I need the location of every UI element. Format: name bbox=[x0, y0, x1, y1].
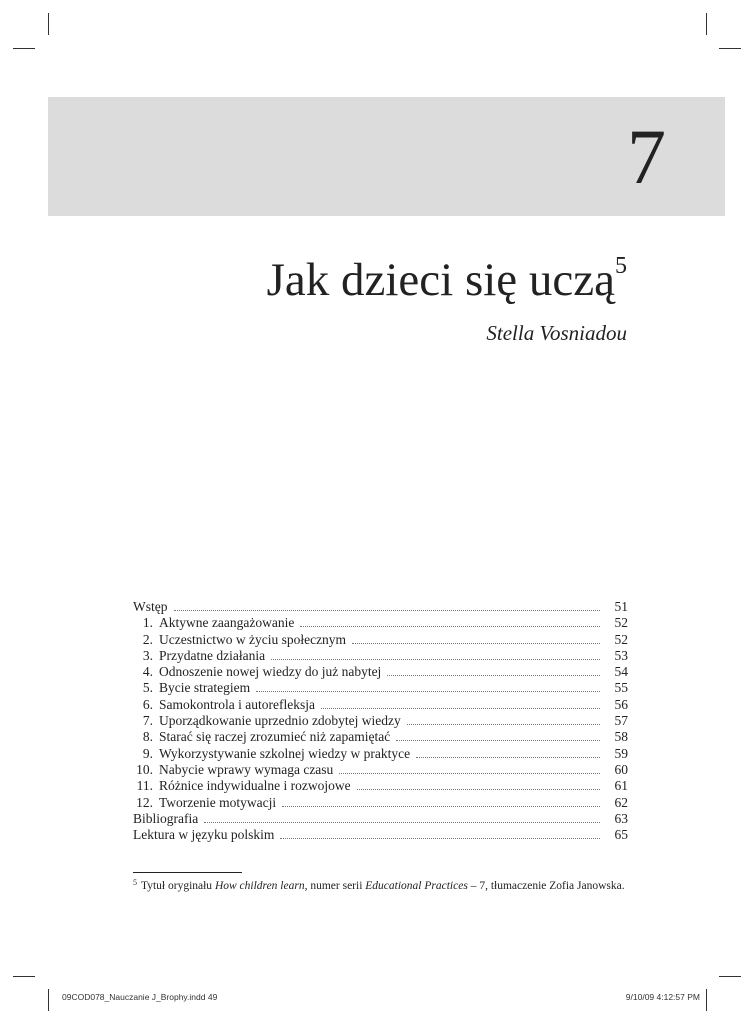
crop-mark bbox=[719, 48, 741, 49]
toc-item-number: 4. bbox=[142, 664, 153, 680]
crop-mark bbox=[706, 13, 707, 35]
toc-row bbox=[133, 762, 628, 778]
footnote-text-after: – 7, tłumaczenie Zofia Janowska. bbox=[467, 880, 625, 892]
crop-mark bbox=[48, 989, 49, 1011]
toc-row bbox=[133, 664, 628, 680]
footnote bbox=[133, 878, 628, 894]
toc-item-number: 8. bbox=[142, 729, 153, 745]
crop-mark bbox=[13, 48, 35, 49]
toc-item-page: 53 bbox=[614, 647, 628, 663]
toc-item-label: Bycie strategiem bbox=[159, 680, 251, 696]
toc-dot-leader bbox=[357, 779, 600, 790]
toc-row bbox=[133, 648, 628, 664]
toc-dot-leader bbox=[396, 730, 600, 741]
toc-item-page: 63 bbox=[614, 810, 628, 826]
toc-row bbox=[133, 729, 628, 745]
toc-row bbox=[133, 599, 628, 615]
footnote-rule bbox=[133, 872, 242, 873]
toc-item-number: 12. bbox=[136, 794, 153, 810]
toc-row bbox=[133, 795, 628, 811]
toc-dot-leader bbox=[339, 763, 600, 774]
toc-row bbox=[133, 778, 628, 794]
toc-row bbox=[133, 811, 628, 827]
toc-dot-leader bbox=[280, 828, 600, 839]
chapter-title bbox=[267, 250, 627, 310]
toc-item-page: 51 bbox=[614, 599, 628, 614]
toc-dot-leader bbox=[282, 796, 600, 807]
toc-row bbox=[133, 615, 628, 631]
toc-item-page: 61 bbox=[614, 778, 628, 794]
toc-dot-leader bbox=[407, 714, 600, 725]
toc-row bbox=[133, 713, 628, 729]
toc-item-page: 58 bbox=[614, 729, 628, 745]
toc-item-label: Wstęp bbox=[133, 599, 168, 614]
footnote-text-middle: , numer serii bbox=[304, 880, 366, 892]
toc-item-page: 57 bbox=[614, 713, 628, 729]
toc-item-number: 7. bbox=[142, 713, 153, 729]
toc-item-label: Odnoszenie nowej wiedzy do już nabytej bbox=[159, 664, 382, 680]
toc-item-label: Różnice indywidualne i rozwojowe bbox=[159, 778, 351, 794]
chapter-title-footnote-marker: 5 bbox=[615, 253, 627, 279]
toc-row bbox=[133, 746, 628, 762]
footnote-original-title: How children learn bbox=[214, 880, 305, 892]
toc-row bbox=[133, 827, 628, 843]
toc-item-number: 3. bbox=[142, 647, 153, 663]
toc-item-page: 55 bbox=[614, 680, 628, 696]
toc-dot-leader bbox=[204, 812, 600, 823]
toc-item-number: 6. bbox=[142, 696, 153, 712]
print-slug-file: 09COD078_Nauczanie J_Brophy.indd 49 bbox=[62, 992, 218, 1002]
chapter-title-text: Jak dzieci się uczą bbox=[266, 254, 615, 306]
toc-dot-leader bbox=[387, 665, 600, 676]
toc-item-label: Tworzenie motywacji bbox=[159, 794, 277, 810]
toc-item-label: Bibliografia bbox=[133, 810, 199, 826]
toc-item-number: 1. bbox=[142, 615, 153, 631]
toc-dot-leader bbox=[174, 600, 601, 611]
chapter-number: 7 bbox=[627, 113, 666, 200]
toc-row bbox=[133, 632, 628, 648]
toc-dot-leader bbox=[416, 747, 600, 758]
toc-item-label: Samokontrola i autorefleksja bbox=[159, 696, 315, 712]
toc-item-label: Przydatne działania bbox=[159, 647, 266, 663]
toc-item-label: Wykorzystywanie szkolnej wiedzy w praktyce bbox=[159, 745, 411, 761]
crop-mark bbox=[13, 976, 35, 977]
toc-item-page: 59 bbox=[614, 745, 628, 761]
toc-dot-leader bbox=[271, 649, 600, 660]
chapter-number-band bbox=[48, 97, 725, 216]
toc-dot-leader bbox=[321, 698, 600, 709]
toc-item-page: 65 bbox=[614, 827, 628, 843]
toc-item-label: Aktywne zaangażowanie bbox=[159, 615, 295, 631]
toc-row bbox=[133, 697, 628, 713]
toc-item-label: Uczestnictwo w życiu społecznym bbox=[159, 631, 347, 647]
toc-item-label: Lektura w języku polskim bbox=[133, 827, 275, 843]
toc-item-page: 52 bbox=[614, 615, 628, 631]
footnote-marker: 5 bbox=[133, 878, 137, 887]
toc-dot-leader bbox=[300, 616, 600, 627]
crop-mark bbox=[719, 976, 741, 977]
toc-dot-leader bbox=[256, 681, 600, 692]
toc-item-number: 11. bbox=[136, 778, 153, 794]
footnote-series: Educational Practices bbox=[365, 880, 468, 892]
chapter-author: Stella Vosniadou bbox=[486, 321, 627, 345]
toc-dot-leader bbox=[352, 633, 600, 644]
toc-item-page: 52 bbox=[614, 631, 628, 647]
toc-item-page: 56 bbox=[614, 696, 628, 712]
print-slug-datetime: 9/10/09 4:12:57 PM bbox=[625, 992, 700, 1002]
toc-item-number: 5. bbox=[142, 680, 153, 696]
toc-item-label: Nabycie wprawy wymaga czasu bbox=[159, 761, 334, 777]
table-of-contents bbox=[133, 599, 628, 843]
toc-item-label: Starać się raczej zrozumieć niż zapamiętać bbox=[159, 729, 391, 745]
toc-row bbox=[133, 680, 628, 696]
crop-mark bbox=[706, 989, 707, 1011]
toc-item-page: 54 bbox=[614, 664, 628, 680]
toc-item-page: 62 bbox=[614, 794, 628, 810]
footnote-text-before: Tytuł oryginału bbox=[141, 880, 215, 892]
toc-item-page: 60 bbox=[614, 761, 628, 777]
crop-mark bbox=[48, 13, 49, 35]
toc-item-number: 10. bbox=[136, 761, 153, 777]
toc-item-number: 9. bbox=[142, 745, 153, 761]
toc-item-number: 2. bbox=[142, 631, 153, 647]
toc-item-label: Uporządkowanie uprzednio zdobytej wiedzy bbox=[159, 713, 401, 729]
